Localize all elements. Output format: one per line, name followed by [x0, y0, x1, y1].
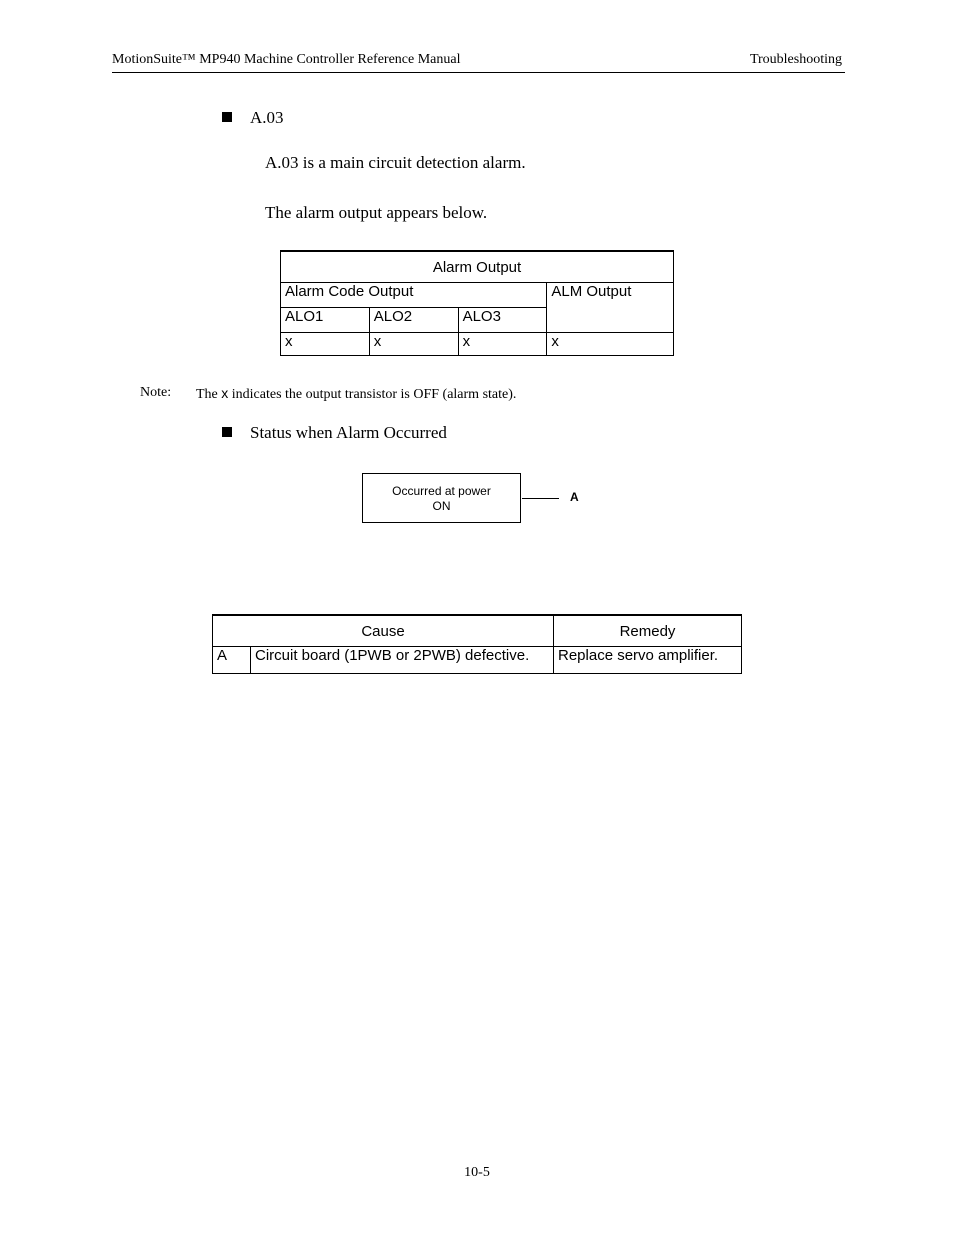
note-label: Note: — [140, 385, 172, 400]
alo1-value: x — [281, 333, 370, 356]
status-box-line2: ON — [432, 499, 451, 513]
alo3-header: ALO3 — [458, 308, 547, 333]
section-a03-intro: The alarm output appears below. — [265, 203, 488, 222]
section-status-title: Status when Alarm Occurred — [250, 423, 447, 442]
status-box-line1: Occurred at power — [392, 484, 491, 498]
section-a03-title: A.03 — [250, 108, 284, 127]
page-number: 10-5 — [464, 1165, 490, 1180]
header-section: Troubleshooting — [749, 52, 842, 67]
cause-header: Cause — [213, 615, 554, 647]
alo3-value: x — [458, 333, 547, 356]
alo2-header: ALO2 — [369, 308, 458, 333]
note-text — [196, 385, 516, 403]
header-rule — [112, 72, 845, 73]
note-mark: x — [221, 385, 229, 401]
cause-row-id: A — [213, 647, 251, 674]
alarm-output-title: Alarm Output — [281, 251, 674, 283]
status-marker: A — [570, 490, 579, 504]
alarm-output-table — [280, 250, 674, 356]
note-text-post: indicates the output transistor is OFF (alarm state). — [228, 387, 517, 402]
note-text-pre: The — [196, 387, 222, 402]
section-a03-description: A.03 is a main circuit detection alarm. — [265, 153, 526, 172]
section-a03-heading — [222, 108, 284, 128]
square-bullet-icon — [222, 427, 232, 437]
square-bullet-icon — [222, 112, 232, 122]
status-connector-line — [522, 498, 559, 499]
alm-output-header: ALM Output — [547, 283, 674, 333]
status-box — [362, 473, 521, 523]
header-title: MotionSuite™ MP940 Machine Controller Reference Manual — [112, 52, 461, 67]
alm-value: x — [547, 333, 674, 356]
remedy-header: Remedy — [554, 615, 742, 647]
cause-row-remedy: Replace servo amplifier. — [554, 647, 742, 674]
alarm-code-output-header: Alarm Code Output — [281, 283, 547, 308]
cause-remedy-table — [212, 614, 742, 674]
cause-row-cause: Circuit board (1PWB or 2PWB) defective. — [251, 647, 554, 674]
section-status-heading — [222, 423, 447, 443]
alo1-header: ALO1 — [281, 308, 370, 333]
alo2-value: x — [369, 333, 458, 356]
